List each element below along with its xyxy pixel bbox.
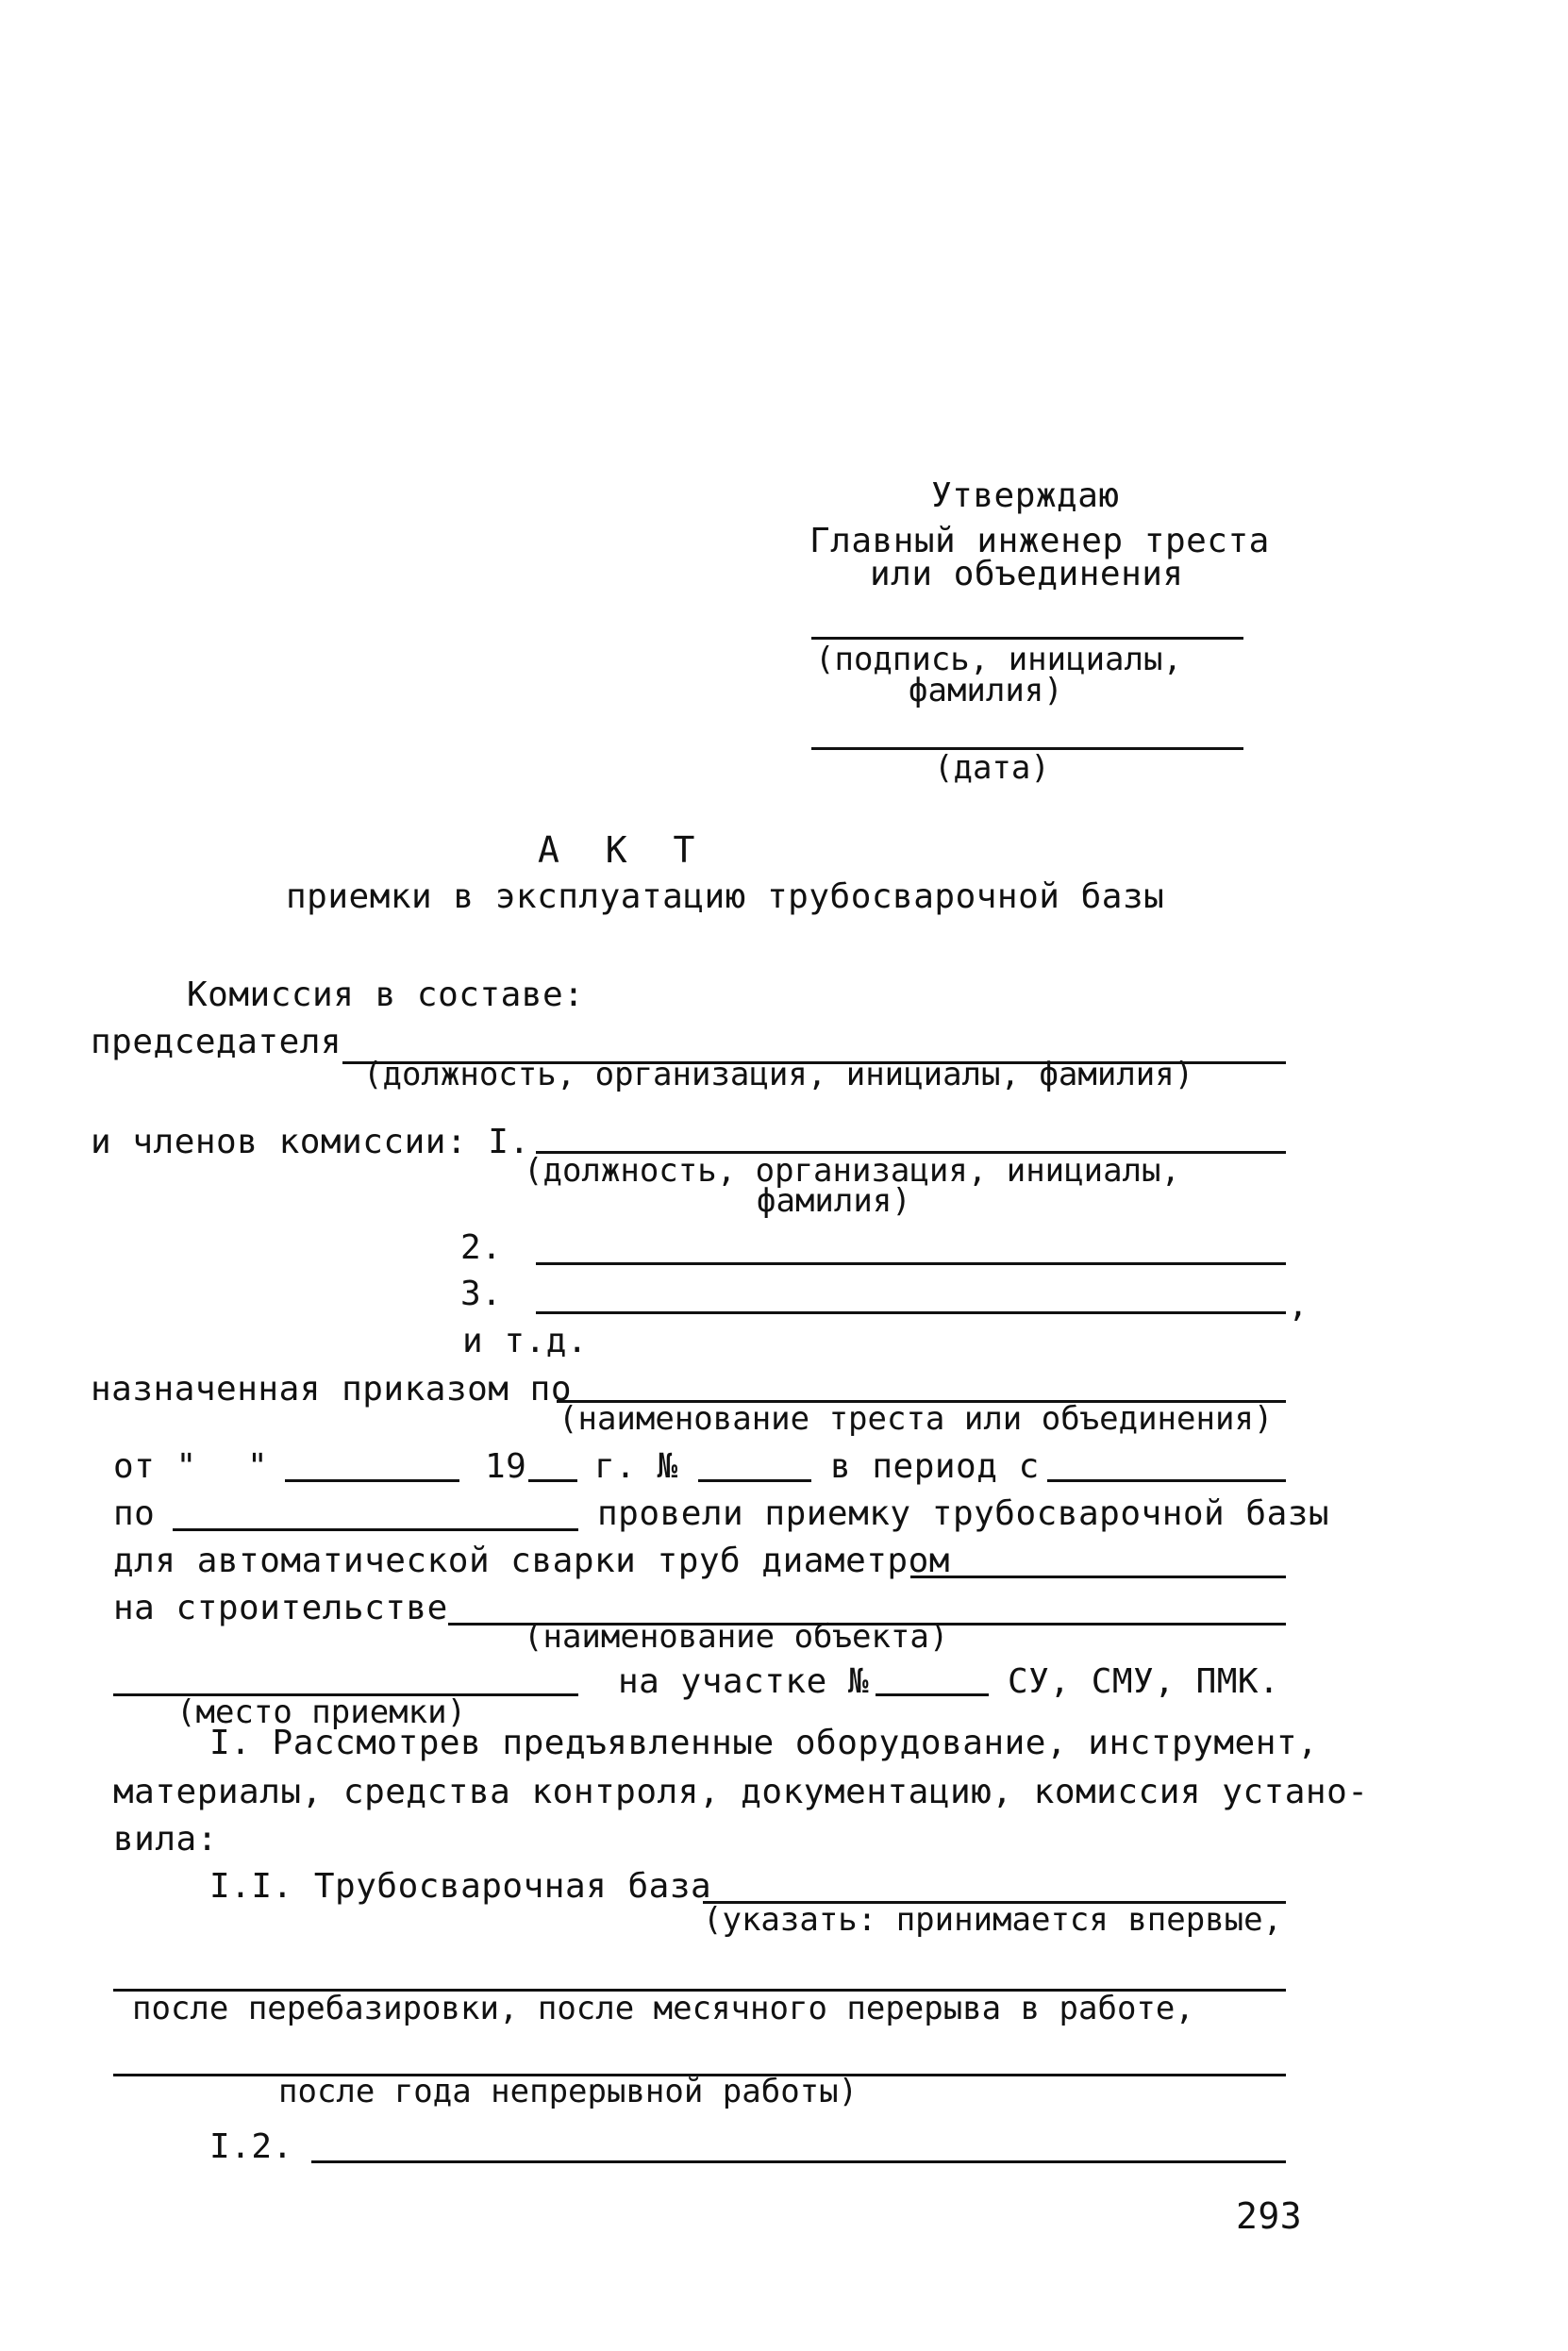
diameter-line: [910, 1576, 1286, 1578]
site-units: СУ, СМУ, ПМК.: [1008, 1662, 1280, 1701]
item1-1-label: I.I. Трубосварочная база: [209, 1867, 712, 1906]
signature-caption-line2: фамилия): [909, 672, 1063, 709]
page-number: 293: [1236, 2195, 1303, 2237]
order-label: назначенная приказом по: [91, 1370, 572, 1409]
item1-1-caption-line3: после года непрерывной работы): [278, 2073, 859, 2110]
order-period-end-line: [173, 1528, 578, 1531]
order-month-line: [285, 1479, 459, 1482]
item1-2-line: [311, 2160, 1286, 2163]
item1-2-label: I.2.: [209, 2127, 293, 2166]
approval-position-line2: или объединения: [870, 555, 1184, 593]
site-number-line: [876, 1693, 989, 1696]
item1-1-caption-line2: после перебазировки, после месячного перерыва в работе,: [132, 1990, 1194, 2027]
order-period-start: в период с: [830, 1447, 1040, 1486]
approval-position-line1: Главный инженер треста: [809, 522, 1270, 560]
members-caption-line1: (должность, организация, инициалы,: [524, 1152, 1180, 1190]
order-quote-close: ": [247, 1447, 269, 1486]
item1-line3: вила:: [113, 1820, 218, 1859]
member3-line: [536, 1311, 1286, 1314]
order-year-suffix: г. №: [594, 1447, 678, 1486]
members-caption-line2: фамилия): [757, 1182, 911, 1220]
item1-1-caption-line1: (указать: принимается впервые,: [703, 1901, 1283, 1939]
site-label: на участке №: [618, 1662, 870, 1701]
item1-line1: I. Рассмотрев предъявленные оборудование, инструмент,: [209, 1724, 1319, 1762]
date-caption: (дата): [934, 749, 1050, 787]
construction-label: на строительстве: [113, 1589, 448, 1627]
order-performed: провели приемку трубосварочной базы: [597, 1494, 1330, 1533]
order-number-line: [698, 1479, 811, 1482]
welding-text: для автоматической сварки труб диаметром: [113, 1542, 950, 1580]
order-period-start-line: [1047, 1479, 1286, 1482]
place-caption: (место приемки): [176, 1693, 467, 1731]
order-from: от ": [113, 1447, 197, 1486]
signature-caption-line1: (подпись, инициалы,: [815, 641, 1182, 678]
signature-line: [811, 637, 1243, 640]
document-title: А К Т: [538, 829, 699, 871]
document-subtitle: приемки в эксплуатацию трубосварочной базы: [286, 877, 1165, 916]
member2-line: [536, 1262, 1286, 1265]
chairman-caption: (должность, организация, инициалы, фамилия): [363, 1056, 1194, 1093]
member3-end: ,: [1288, 1286, 1309, 1325]
member3-label: 3.: [460, 1275, 503, 1313]
members-label: и членов комиссии: I.: [91, 1123, 530, 1161]
member2-label: 2.: [460, 1228, 503, 1267]
members-etc: и т.д.: [462, 1322, 589, 1360]
order-year-prefix: 19: [485, 1447, 527, 1486]
commission-intro: Комиссия в составе:: [187, 975, 585, 1014]
item1-line2: материалы, средства контроля, документацию, комиссия устано-: [113, 1773, 1369, 1811]
object-caption: (наименование объекта): [524, 1618, 949, 1656]
chairman-label: председателя: [91, 1023, 342, 1061]
order-year-line: [528, 1479, 577, 1482]
order-caption: (наименование треста или объединения): [559, 1400, 1274, 1438]
order-to: по: [113, 1494, 156, 1533]
approval-title: Утверждаю: [931, 476, 1120, 515]
